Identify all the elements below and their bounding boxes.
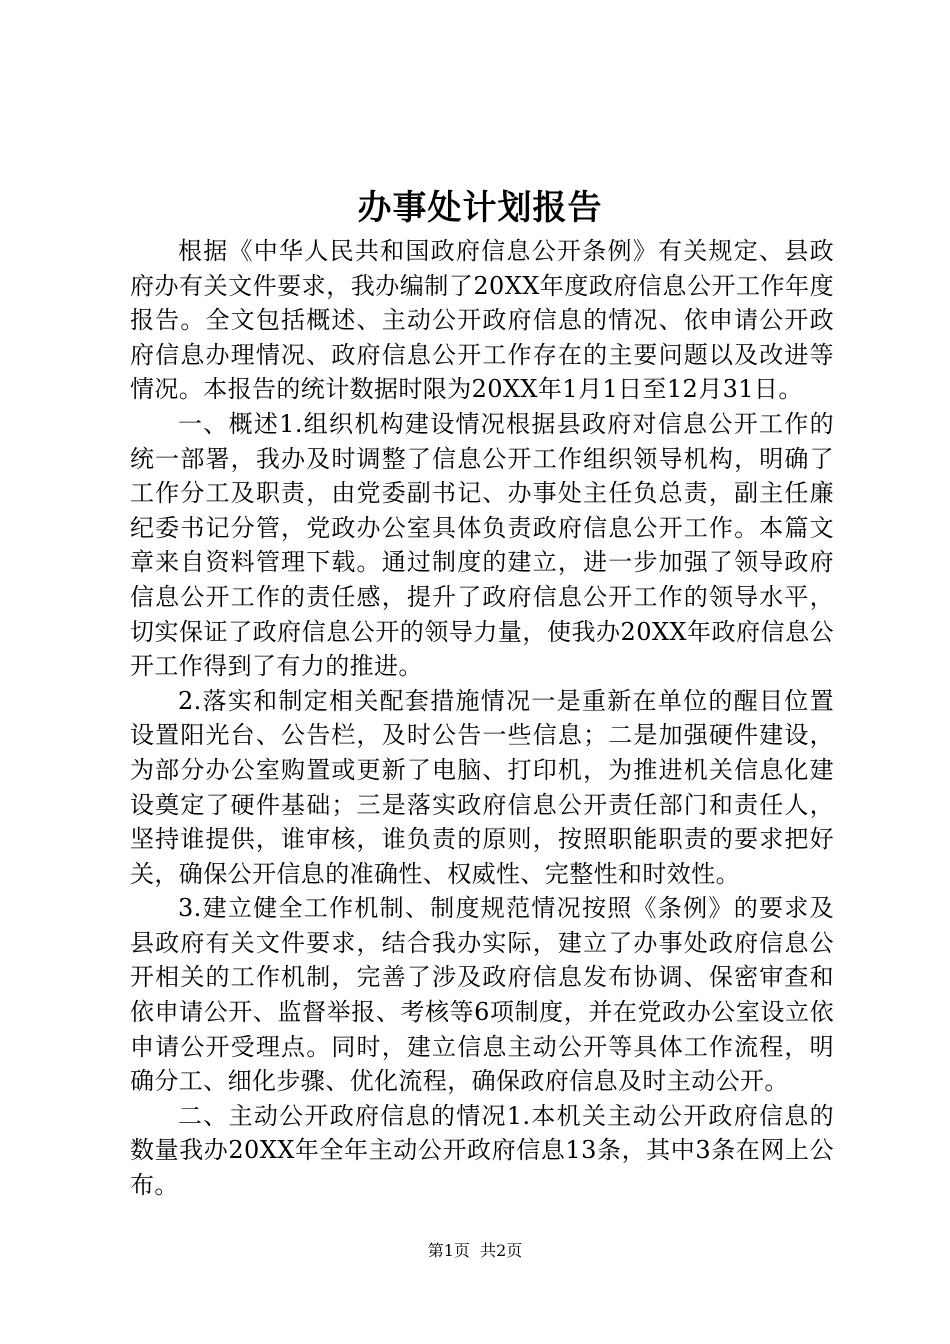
- document-body: [130, 234, 834, 1203]
- page-total: 共2页: [480, 1241, 523, 1260]
- paragraph-intro: 根据《中华人民共和国政府信息公开条例》有关规定、县政府办有关文件要求，我办编制了20XX年度政府信息公开工作年度报告。全文包括概述、主动公开政府信息的情况、依申请公开政府信息办理情况、政府信息公开工作存在的主要问题以及改进等情况。本报告的统计数据时限为20XX年1月1日至12月31日。: [130, 237, 834, 404]
- paragraph-mechanism: 3.建立健全工作机制、制度规范情况按照《条例》的要求及县政府有关文件要求，结合我办实际，建立了办事处政府信息公开相关的工作机制，完善了涉及政府信息发布协调、保密审查和依申请公开、监督举报、考核等6项制度，并在党政办公室设立依申请公开受理点。同时，建立信息主动公开等具体工作流程，明确分工、细化步骤、优化流程，确保政府信息及时主动公开。: [130, 894, 834, 1096]
- page-footer: [0, 1240, 950, 1262]
- paragraph-measures: 2.落实和制定相关配套措施情况一是重新在单位的醒目位置设置阳光台、公告栏，及时公告一些信息；二是加强硬件建设，为部分办公室购置或更新了电脑、打印机，为推进机关信息化建设奠定了硬件基础；三是落实政府信息公开责任部门和责任人，坚持谁提供，谁审核，谁负责的原则，按照职能职责的要求把好关，确保公开信息的准确性、权威性、完整性和时效性。: [130, 686, 834, 888]
- paragraph-overview: 一、概述1.组织机构建设情况根据县政府对信息公开工作的统一部署，我办及时调整了信息公开工作组织领导机构，明确了工作分工及职责，由党委副书记、办事处主任负总责，副主任廉纪委书记分管，党政办公室具体负责政府信息公开工作。本篇文章来自资料管理下载。通过制度的建立，进一步加强了领导政府信息公开工作的责任感，提升了政府信息公开工作的领导水平，切实保证了政府信息公开的领导力量，使我办20XX年政府信息公开工作得到了有力的推进。: [130, 409, 834, 681]
- page-number: 第1页: [427, 1241, 470, 1260]
- paragraph-active-disclosure: 二、主动公开政府信息的情况1.本机关主动公开政府信息的数量我办20XX年全年主动公开政府信息13条，其中3条在网上公布。: [130, 1101, 834, 1200]
- document-title: 办事处计划报告: [357, 188, 603, 228]
